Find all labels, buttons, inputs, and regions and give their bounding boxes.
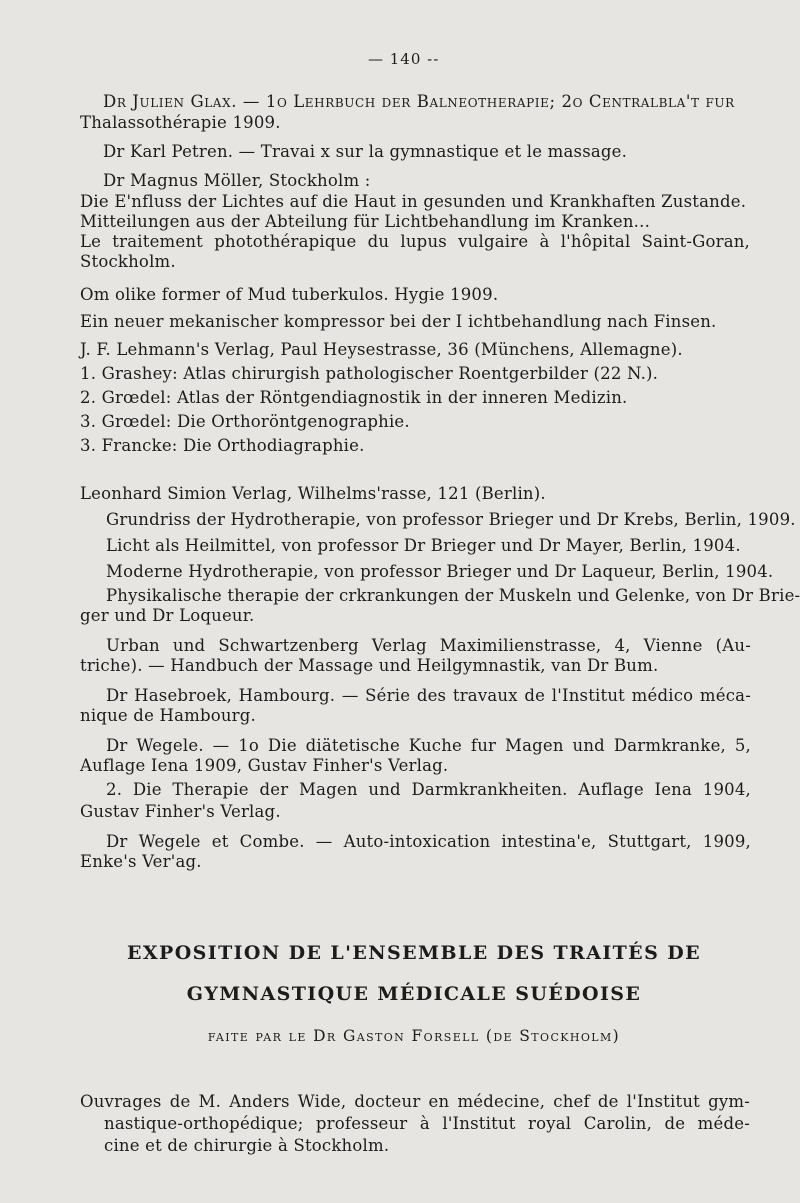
entry-lehmann-heading: J. F. Lehmann's Verlag, Paul Heysestrasse, 36 (Münchens, Allemagne). xyxy=(80,340,683,359)
entry-petren: Dr Karl Petren. — Travai x sur la gymnastique et le massage. xyxy=(103,142,628,161)
entry-simion-item-3: Moderne Hydrotherapie, von professor Brieger und Dr Laqueur, Berlin, 1904. xyxy=(106,562,774,581)
section-subtitle: faite par le Dr Gaston Forsell (de Stockholm) xyxy=(207,1027,621,1045)
entry-wegele-line-4: Gustav Finher's Verlag. xyxy=(80,802,281,821)
entry-lehmann-item-1: 1. Grashey: Atlas chirurgish pathologischer Roentgerbilder (22 N.). xyxy=(80,364,659,383)
entry-wegele-line-3: 2. Die Therapie der Magen und Darmkrankheiten. Auflage Iena 1904, xyxy=(106,780,751,799)
entry-combe-line-2: Enke's Ver'ag. xyxy=(80,852,202,871)
entry-simion-heading: Leonhard Simion Verlag, Wilhelms'rasse, 121 (Berlin). xyxy=(80,484,546,503)
entry-urban-line-2: triche). — Handbuch der Massage und Heilgymnastik, van Dr Bum. xyxy=(80,656,659,675)
reference-text: Dr Julien Glax. — 1o Lehrbuch der Balneotherapie; 2o Centralbla't fur xyxy=(103,92,735,111)
entry-moller-line-6: Ein neuer mekanischer kompressor bei der I ichtbehandlung nach Finsen. xyxy=(80,312,717,331)
wide-line-2: nastique-orthopédique; professeur à l'Institut royal Carolin, de méde- xyxy=(104,1114,750,1133)
entry-lehmann-item-4: 3. Francke: Die Orthodiagraphie. xyxy=(80,436,365,455)
section-title-line-2: GYMNASTIQUE MÉDICALE SUÉDOISE xyxy=(186,983,642,1005)
entry-wegele-line-2: Auflage Iena 1909, Gustav Finher's Verlag. xyxy=(80,756,449,775)
entry-moller-line-1: Die E'nfluss der Lichtes auf die Haut in gesunden und Krankhaften Zustande. xyxy=(80,192,747,211)
entry-simion-item-4-line-2: ger und Dr Loqueur. xyxy=(80,606,255,625)
entry-moller-heading: Dr Magnus Möller, Stockholm : xyxy=(103,171,371,190)
entry-glax-line-2: Thalassothérapie 1909. xyxy=(80,113,281,132)
entry-hasebroek-line-2: nique de Hambourg. xyxy=(80,706,256,725)
entry-simion-item-4-line-1: Physikalische therapie der crkrankungen der Muskeln und Gelenke, von Dr Brie- xyxy=(106,586,800,605)
entry-moller-line-4: Stockholm. xyxy=(80,252,176,271)
entry-hasebroek-line-1: Dr Hasebroek, Hambourg. — Série des travaux de l'Institut médico méca- xyxy=(106,686,751,705)
entry-simion-item-1: Grundriss der Hydrotherapie, von professor Brieger und Dr Krebs, Berlin, 1909. xyxy=(106,510,796,529)
page-number: — 140 -- xyxy=(368,50,440,68)
entry-lehmann-item-3: 3. Grœdel: Die Orthoröntgenographie. xyxy=(80,412,410,431)
entry-lehmann-item-2: 2. Grœdel: Atlas der Röntgendiagnostik in der inneren Medizin. xyxy=(80,388,628,407)
wide-line-1: Ouvrages de M. Anders Wide, docteur en médecine, chef de l'Institut gym- xyxy=(80,1092,750,1111)
entry-combe-line-1: Dr Wegele et Combe. — Auto-intoxication intestina'e, Stuttgart, 1909, xyxy=(106,832,751,851)
entry-moller-line-5: Om olike former of Mud tuberkulos. Hygie 1909. xyxy=(80,285,499,304)
entry-simion-item-2: Licht als Heilmittel, von professor Dr Brieger und Dr Mayer, Berlin, 1904. xyxy=(106,536,741,555)
entry-moller-line-2: Mitteilungen aus der Abteilung für Lichtbehandlung im Kranken... xyxy=(80,212,651,231)
section-title-line-1: EXPOSITION DE L'ENSEMBLE DES TRAITÉS DE xyxy=(127,942,701,964)
wide-line-3: cine et de chirurgie à Stockholm. xyxy=(104,1136,390,1155)
entry-wegele-line-1: Dr Wegele. — 1o Die diätetische Kuche fur Magen und Darmkranke, 5, xyxy=(106,736,751,755)
entry-glax-line-1 xyxy=(103,92,735,112)
entry-moller-line-3: Le traitement photothérapique du lupus vulgaire à l'hôpital Saint-Goran, xyxy=(80,232,750,251)
entry-urban-line-1: Urban und Schwartzenberg Verlag Maximilienstrasse, 4, Vienne (Au- xyxy=(106,636,751,655)
